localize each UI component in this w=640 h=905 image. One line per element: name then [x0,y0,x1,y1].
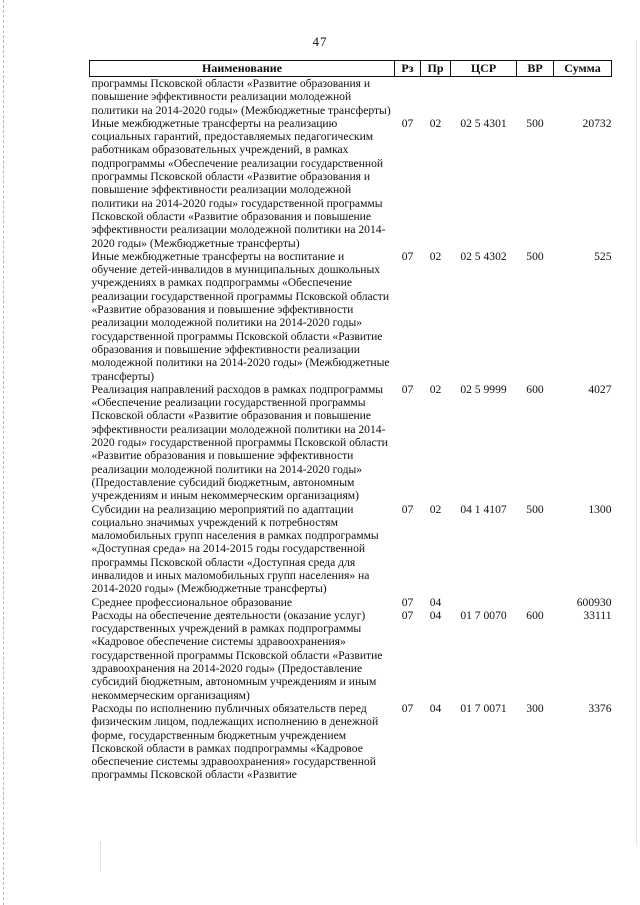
header-csr: ЦСР [451,61,517,77]
scan-left-edge [3,0,5,905]
row-sum: 3376 [588,701,612,715]
table-row [90,503,612,596]
row-vr [517,596,554,609]
row-rz [395,77,421,117]
row-rz: 07 [401,249,414,263]
row-pr: 02 [429,249,442,263]
row-rz: 07 [401,502,414,516]
row-csr: 02 5 4301 [460,116,507,130]
table-row [90,609,612,702]
row-rz: 07 [401,382,414,396]
table-row [90,596,612,609]
row-pr: 02 [429,116,442,130]
row-pr: 04 [429,608,442,622]
table-row [90,250,612,383]
row-csr [451,77,517,117]
row-pr: 02 [429,502,442,516]
row-rz: 07 [401,116,414,130]
table-row [90,117,612,250]
table-row [90,702,612,782]
row-name: программы Псковской области «Развитие образования и повышение эффективности реализации молодежной политики на 2014-2020 годы» (Межбюджетные трансферты) [91,77,391,117]
row-sum [554,77,612,117]
row-sum: 33111 [583,608,612,622]
row-pr [421,77,451,117]
row-rz: 07 [401,608,414,622]
table-row [90,77,612,117]
row-name: Реализация направлений расходов в рамках подпрограммы «Обеспечение реализации государственной программы Псковской области «Развитие образования и повышение эффективности реализации молодежной политики на 2014-2020 годы» государственной программы Псковской области «Развитие образования и повышение эффективности реализации молодежной политики на 2014-2020 годы» (Предоставление субсидий бюджетным, автономным учреждениям и иным некоммерческим организациям) [91,382,388,503]
row-pr: 04 [429,595,442,609]
row-csr: 02 5 9999 [460,382,507,396]
row-sum: 20732 [582,116,612,130]
scan-margin-mark [100,842,107,872]
row-csr: 01 7 0071 [460,701,507,715]
row-name: Иные межбюджетные трансферты на реализацию социальных гарантий, предоставляемых педагогическим работникам образовательных учреждений, в рамках подпрограммы «Обеспечение реализации государственной программы Псковской области «Развитие образования и повышение эффективности реализации молодежной политики на 2014-2020 годы» государственной программы Псковской области «Развитие образования и повышение эффективности реализации молодежной политики на 2014-2020 годы» (Межбюджетные трансферты) [91,116,386,250]
budget-table [89,60,612,782]
row-vr: 600 [526,608,544,622]
row-csr: 02 5 4302 [460,249,507,263]
row-csr: 01 7 0070 [460,608,507,622]
page-number: 47 [312,34,328,49]
row-sum: 1300 [588,502,612,516]
row-name: Субсидии на реализацию мероприятий по адаптации социально значимых учреждений к потребностям маломобильных групп населения в рамках подпрограммы «Доступная среда» на 2014-2015 годы государственной программы Псковской области «Доступная среда для инвалидов и иных маломобильных групп населения» на 2014-2020 годы» (Межбюджетные трансферты) [91,502,379,596]
row-csr: 04 1 4107 [460,502,507,516]
row-name: Расходы по исполнению публичных обязательств перед физическим лицом, подлежащих исполнению в денежной форме, государственным бюджетным учреждением Псковской области в рамках подпрограммы «Кадровое обеспечение системы здравоохранения» государственной программы Псковской области «Развитие [91,701,379,782]
row-sum: 525 [594,249,612,263]
header-vr: ВР [517,61,554,77]
row-csr [451,596,517,609]
header-pr: Пр [421,61,451,77]
row-pr: 04 [429,701,442,715]
row-vr [517,77,554,117]
row-pr: 02 [429,382,442,396]
row-name: Среднее профессиональное образование [91,595,293,609]
row-rz: 07 [401,595,414,609]
scan-right-edge [636,40,638,845]
row-rz: 07 [401,701,414,715]
row-vr: 500 [526,249,544,263]
row-vr: 300 [526,701,544,715]
header-name: Наименование [90,61,395,77]
row-name: Расходы на обеспечение деятельности (оказание услуг) государственных учреждений в рамках подпрограммы «Кадровое обеспечение системы здравоохранения» государственной программы Псковской области «Развитие здравоохранения на 2014-2020 годы» (Предоставление субсидий бюджетным, автономным учреждениям и иным некоммерческим организациям) [91,608,383,702]
row-sum: 4027 [588,382,612,396]
table-row [90,383,612,503]
row-vr: 500 [526,502,544,516]
row-sum: 600930 [576,595,612,609]
row-name: Иные межбюджетные трансферты на воспитание и обучение детей-инвалидов в муниципальных дошкольных учреждениях в рамках подпрограммы «Обеспечение реализации государственной программы Псковской области «Развитие образования и повышение эффективности реализации молодежной политики на 2014-2020 годы» государственной программы Псковской области «Развитие образования и повышение эффективности реализации молодежной политики на 2014-2020 годы» (Межбюджетные трансферты) [91,249,390,383]
row-vr: 500 [526,116,544,130]
header-sum: Сумма [554,61,612,77]
table-header-row [90,61,612,77]
row-vr: 600 [526,382,544,396]
header-rz: Рз [395,61,421,77]
